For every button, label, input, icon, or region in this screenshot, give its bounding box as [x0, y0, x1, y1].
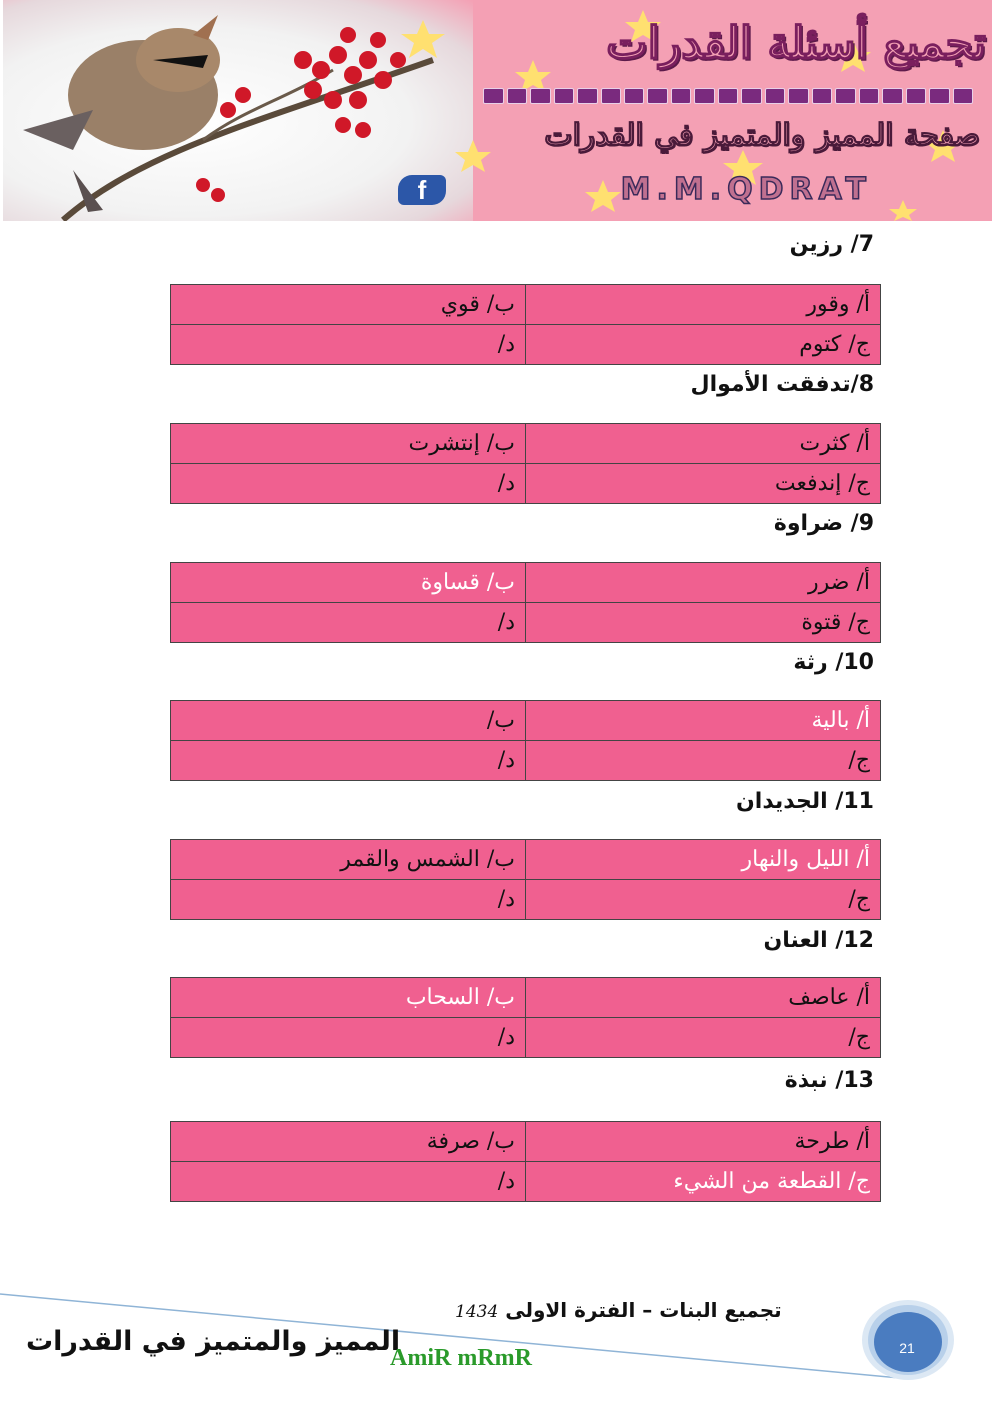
footer-compilation-text: تجميع البنات – الفترة الاولى — [505, 1298, 782, 1322]
facebook-icon: f — [398, 175, 446, 205]
option-b-text: ب/ السحاب — [405, 985, 515, 1010]
option-d[interactable]: د/ — [171, 325, 526, 365]
options-table — [170, 839, 881, 920]
option-d[interactable]: د/ — [171, 464, 526, 504]
option-a[interactable]: أ/ كثرت — [526, 424, 881, 464]
page-number: 21 — [899, 1340, 915, 1356]
option-c[interactable]: ج/ كتوم — [526, 325, 881, 365]
banner-tag-strip — [483, 88, 973, 104]
option-b-text: ب/ قساوة — [420, 570, 515, 595]
options-table — [170, 284, 881, 365]
footer-compilation — [455, 1298, 782, 1322]
option-b[interactable]: ب/ الشمس والقمر — [171, 840, 526, 880]
question-label: 10/ رثة — [793, 650, 874, 675]
option-b[interactable]: ب/ قوي — [171, 285, 526, 325]
option-c[interactable]: ج/ — [526, 741, 881, 781]
option-a[interactable] — [526, 701, 881, 741]
option-b[interactable]: ب/ صرفة — [171, 1122, 526, 1162]
option-d[interactable]: د/ — [171, 880, 526, 920]
question-label: 9/ ضراوة — [773, 511, 874, 536]
option-a[interactable]: أ/ وقور — [526, 285, 881, 325]
banner-handle: M.M.QDRAT — [620, 172, 872, 207]
question-label: 8/تدفقت الأموال — [690, 372, 874, 397]
options-table — [170, 423, 881, 504]
option-c[interactable] — [526, 1162, 881, 1202]
option-c[interactable]: ج/ — [526, 1018, 881, 1058]
question-label: 11/ الجديدان — [736, 789, 874, 814]
option-a-text: أ/ بالية — [811, 708, 870, 733]
header-banner — [3, 0, 992, 221]
option-a-text: أ/ الليل والنهار — [741, 847, 870, 872]
option-a[interactable]: أ/ ضرر — [526, 563, 881, 603]
footer-year: 1434 — [455, 1302, 499, 1322]
footer-brand: المميز والمتميز في القدرات — [26, 1326, 401, 1357]
option-d[interactable]: د/ — [171, 1162, 526, 1202]
bird-on-branch-illustration — [3, 0, 443, 221]
option-c-text: ج/ القطعة من الشيء — [673, 1169, 870, 1194]
option-c[interactable]: ج/ — [526, 880, 881, 920]
question-label: 12/ العنان — [763, 928, 874, 953]
footer-signature: AmiR mRmR — [390, 1345, 532, 1371]
banner-title: تجميع أسئلة القدرات — [606, 18, 986, 69]
option-b[interactable]: ب/ — [171, 701, 526, 741]
options-table — [170, 1121, 881, 1202]
question-label: 13/ نبذة — [784, 1068, 874, 1093]
option-b[interactable]: ب/ إنتشرت — [171, 424, 526, 464]
banner-subtitle: صفحة المميز والمتميز في القدرات — [544, 118, 980, 153]
option-b[interactable] — [171, 978, 526, 1018]
option-a[interactable]: أ/ عاصف — [526, 978, 881, 1018]
option-d[interactable]: د/ — [171, 1018, 526, 1058]
option-c[interactable]: ج/ قتوة — [526, 603, 881, 643]
option-d[interactable]: د/ — [171, 603, 526, 643]
question-label: 7/ رزين — [789, 232, 874, 257]
option-b[interactable] — [171, 563, 526, 603]
options-table — [170, 700, 881, 781]
option-a[interactable] — [526, 840, 881, 880]
page-number-badge — [858, 1298, 956, 1382]
option-a[interactable]: أ/ طرحة — [526, 1122, 881, 1162]
options-table — [170, 977, 881, 1058]
options-table — [170, 562, 881, 643]
option-d[interactable]: د/ — [171, 741, 526, 781]
option-c[interactable]: ج/ إندفعت — [526, 464, 881, 504]
